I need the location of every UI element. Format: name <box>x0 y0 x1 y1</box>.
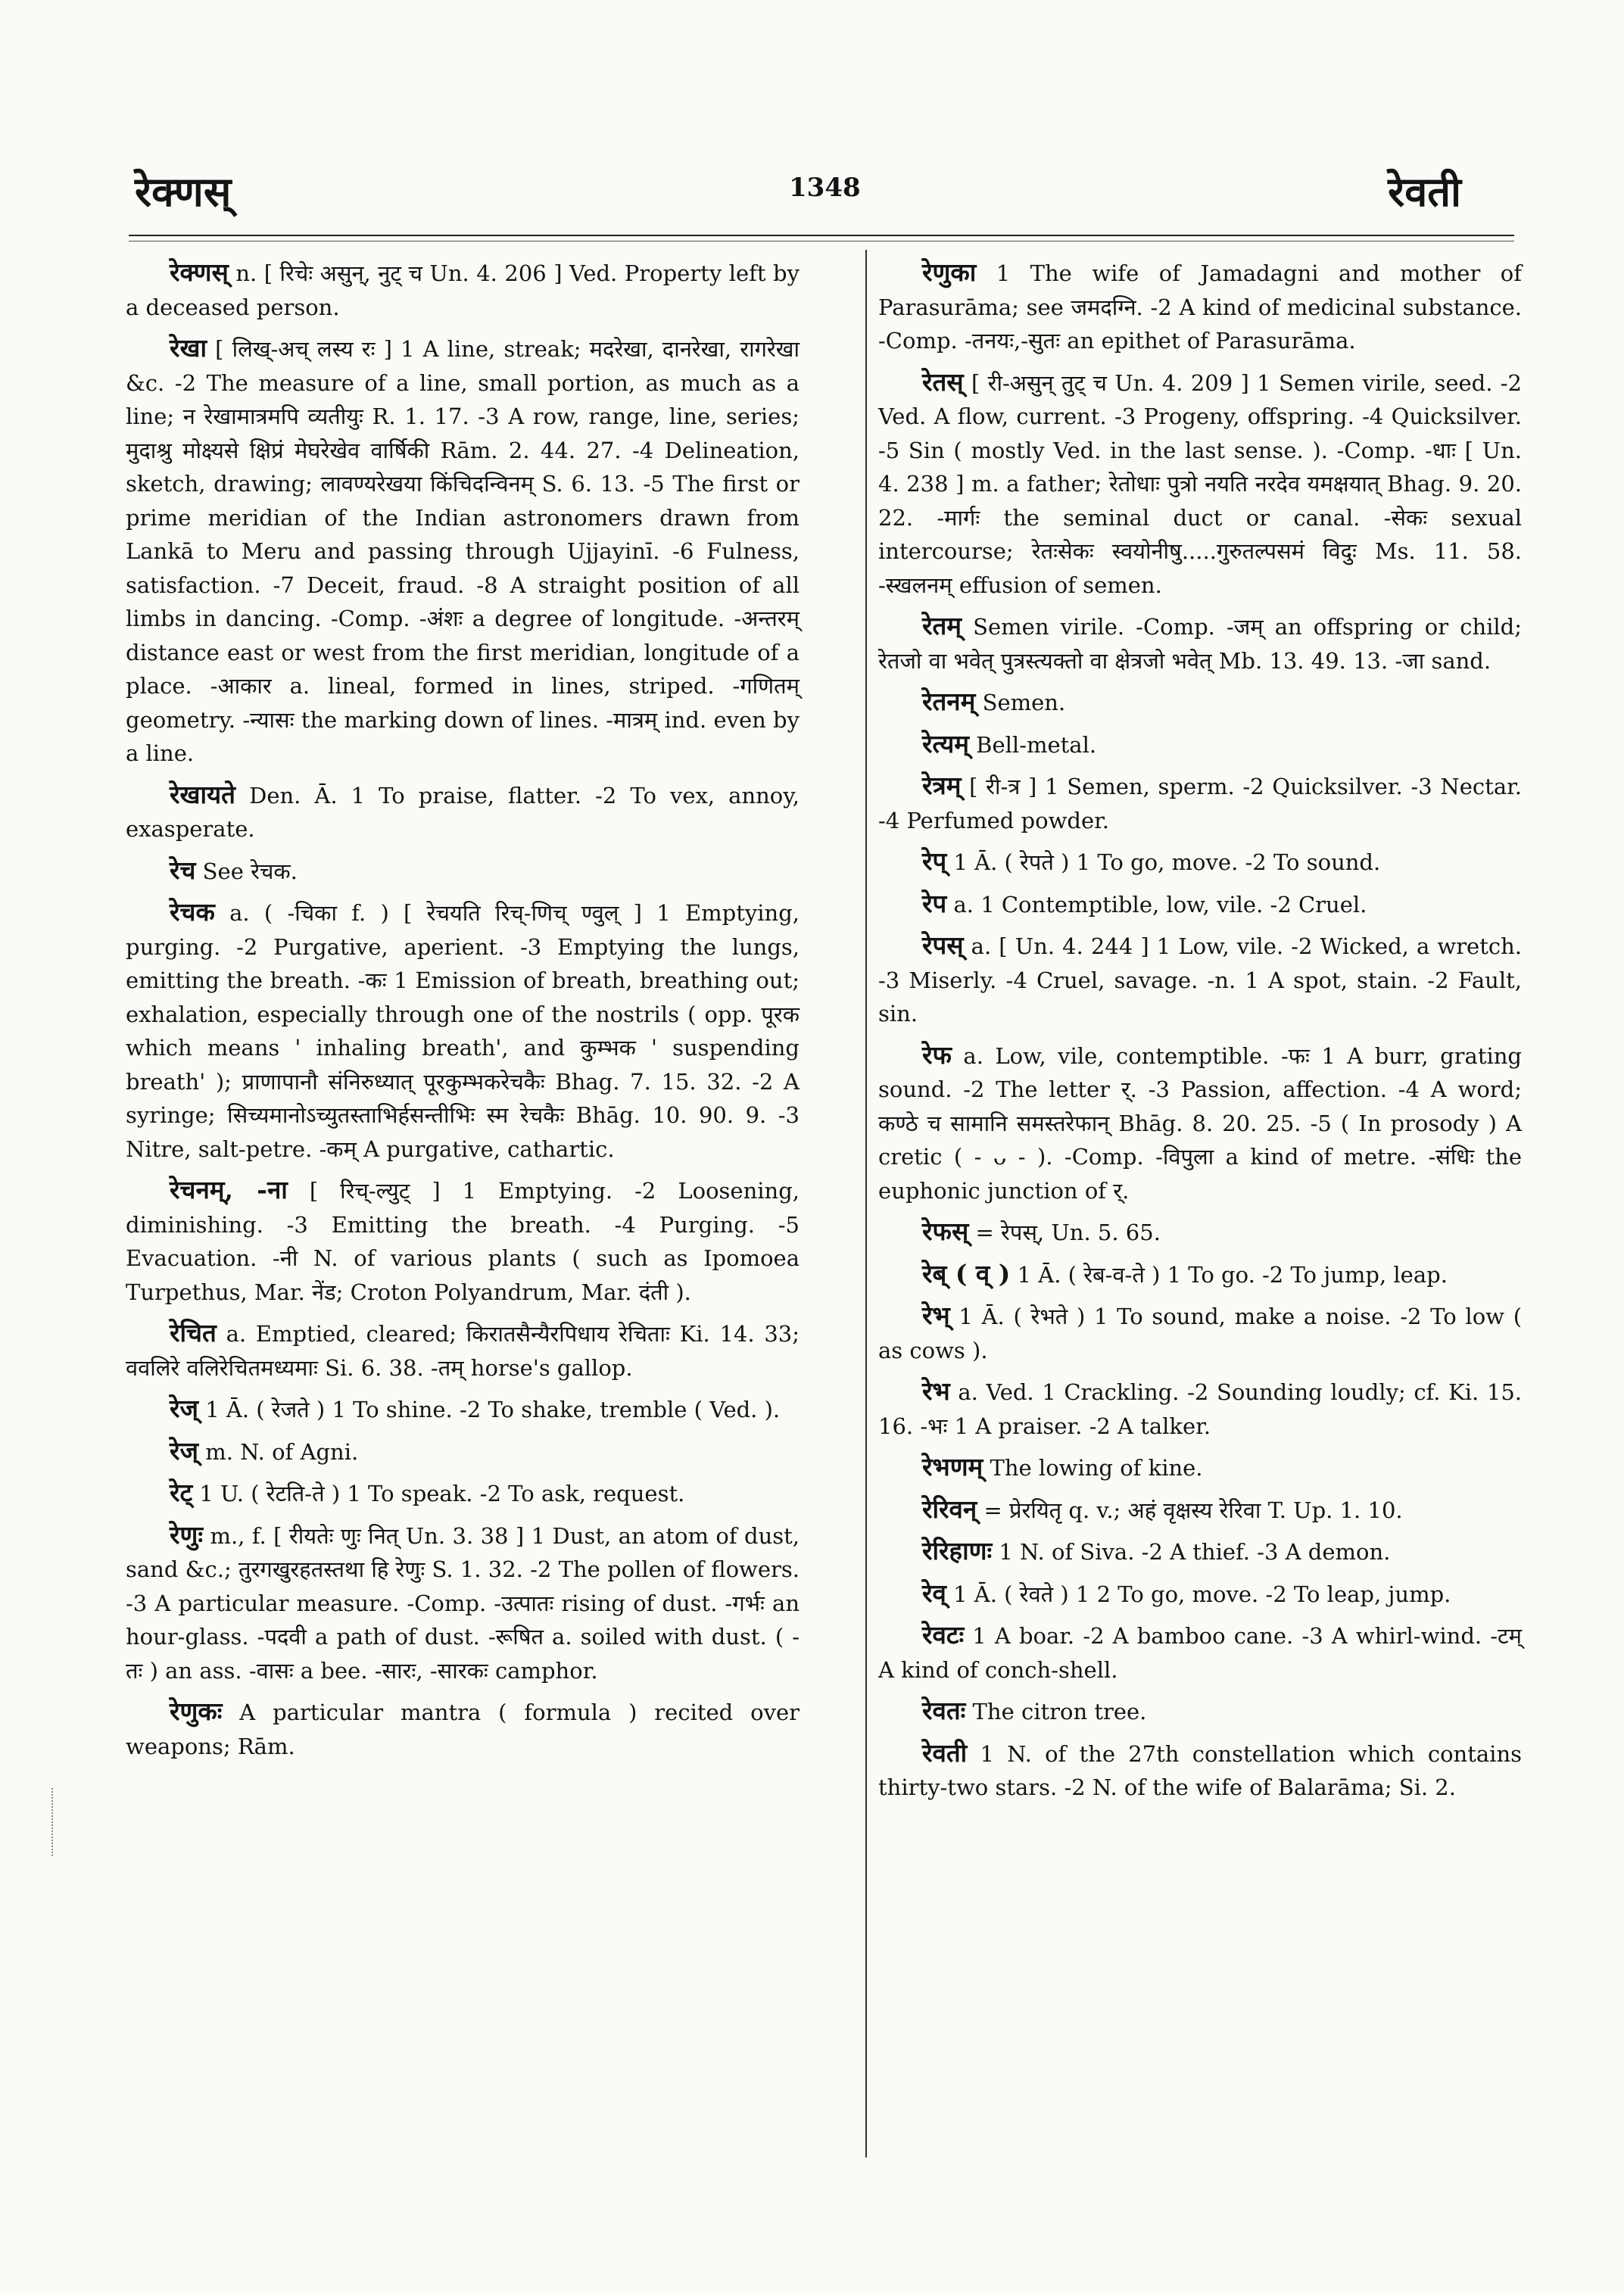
column-divider <box>865 250 867 2157</box>
entry-headword: रेज् <box>170 1435 198 1466</box>
dictionary-entry <box>878 1618 1522 1687</box>
dictionary-entry <box>878 1534 1522 1569</box>
dictionary-entry <box>126 1519 800 1688</box>
entry-headword: रेक्णस् <box>170 257 229 287</box>
entry-headword: रेत्रम् <box>922 771 962 800</box>
entry-definition: 1 A boar. -2 A bamboo cane. -3 A whirl-wind. -टम् A kind of conch-shell. <box>878 1623 1523 1683</box>
dictionary-entry <box>878 769 1522 837</box>
entry-definition: n. [ रिचेः असुन्, नुट् च Un. 4. 206 ] Ved. Property left by a deceased person. <box>126 260 800 320</box>
dictionary-entry <box>126 896 800 1166</box>
dictionary-entry <box>878 1694 1522 1729</box>
entry-definition: 1 U. ( रेटति-ते ) 1 To speak. -2 To ask, request. <box>199 1481 685 1506</box>
entry-headword: रेवती <box>922 1737 968 1768</box>
dictionary-entry <box>126 1476 800 1511</box>
entry-definition: [ रिच्-ल्युट् ] 1 Emptying. -2 Loosening, diminishing. -3 Emitting the breath. -4 Purging. -5 Evacuation. -नी N. of various plants ( such as Ipomoea Turpethus, Mar. नेंड; Croton Polyandrum, Mar. दंती ). <box>126 1178 800 1305</box>
dictionary-entry <box>878 845 1522 880</box>
left-column <box>126 256 800 1771</box>
entry-definition: See रेचक. <box>202 858 298 884</box>
dictionary-entry <box>126 1392 800 1427</box>
header-left-guideword: रेक्णस् <box>135 167 232 216</box>
entry-definition: a. Emptied, cleared; किरातसैन्यैरपिधाय रेचिताः Ki. 14. 33; ववलिरे वलिरेचितमध्यमाः Si. 6. 38. -तम् horse's gallop. <box>126 1321 800 1381</box>
dictionary-entry <box>126 1173 800 1309</box>
entry-definition: a. 1 Contemptible, low, vile. -2 Cruel. <box>953 891 1367 918</box>
entry-definition: Bell-metal. <box>976 731 1097 758</box>
entry-definition: a. [ Un. 4. 244 ] 1 Low, vile. -2 Wicked, a wretch. -3 Miserly. -4 Cruel, savage. -n. 1 A spot, stain. -2 Fault, sin. <box>878 933 1523 1027</box>
dictionary-entry <box>878 727 1522 762</box>
entry-definition: A particular mantra ( formula ) recited over weapons; Rām. <box>126 1699 800 1759</box>
entry-definition: 1 Ā. ( रेब-व-ते ) 1 To go. -2 To jump, leap. <box>1017 1261 1448 1288</box>
dictionary-entry <box>126 256 800 324</box>
entry-headword: रेट् <box>170 1478 193 1507</box>
entry-definition: [ लिख्-अच् लस्य रः ] 1 A line, streak; मदरेखा, दानरेखा, रागरेखा &c. -2 The measure of a line, small portion, as much as a line; न रेखामात्रमपि व्यतीयुः R. 1. 17. -3 A row, range, line, series; मुदाश्रु मोक्ष्यसे क्षिप्रं मेघरेखेव वार्षिकी Rām. 2. 44. 27. -4 Delineation, sketch, drawing; लावण्यरेखया किंचिदन्विनम् S. 6. 13. -5 The first or prime meridian of the Indian astronomers drawn from Lankā to Meru and passing through Ujjayinī. -6 Fulness, satisfaction. -7 Deceit, fraud. -8 A straight position of all limbs in dancing. -Comp. -अंशः a degree of longitude. -अन्तरम् distance east or west from the first meridian, longitude of a place. -आकार a. lineal, formed in lines, striped. -गणितम् geometry. -न्यासः the marking down of lines. -मात्रम् ind. even by a line. <box>126 336 800 766</box>
header-right-guideword: रेवती <box>1388 167 1461 216</box>
entry-headword: रेरिहाणः <box>922 1536 993 1566</box>
entry-headword: रेज् <box>170 1394 198 1423</box>
dictionary-entry <box>878 1039 1522 1208</box>
entry-headword: रेत्यम् <box>922 728 969 759</box>
entry-definition: 1 Ā. ( रेभते ) 1 To sound, make a noise. -2 To low ( as cows ). <box>878 1304 1523 1363</box>
dictionary-entry <box>126 1695 800 1763</box>
dictionary-entry <box>878 1299 1522 1367</box>
entry-definition: a. ( -चिका f. ) [ रेचयति रिच्-णिच् ण्वुल् ] 1 Emptying, purging. -2 Purgative, aperient. -3 Emptying the lungs, emitting the breath. -कः 1 Emission of breath, breathing out; exhalation, especially through one of the nostrils ( opp. पूरक which means ' inhaling breath', and कुम्भक ' suspending breath' ); प्राणापानौ संनिरुध्यात् पूरकुम्भकरेचकैः Bhag. 7. 15. 32. -2 A syringe; सिच्यमानोऽच्युतस्ताभिर्हसन्तीभिः स्म रेचकैः Bhāg. 10. 90. 9. -3 Nitre, salt-petre. -कम् A purgative, cathartic. <box>126 900 800 1162</box>
entry-definition: 1 Ā. ( रेवते ) 1 2 To go, move. -2 To leap, jump. <box>953 1581 1451 1607</box>
entry-headword: रेभ <box>922 1376 950 1406</box>
dictionary-entry <box>878 1493 1522 1528</box>
dictionary-entry <box>126 778 800 846</box>
dictionary-entry <box>878 366 1522 603</box>
entry-headword: रेवतः <box>922 1696 966 1725</box>
entry-definition: a. Low, vile, contemptible. -फः 1 A burr, grating sound. -2 The letter र्. -3 Passion, affection. -4 A word; कण्ठे च सामानि समस्तरेफान् Bhāg. 8. 20. 25. -5 ( In prosody ) A cretic ( - ᴗ - ). -Comp. -विपुला a kind of metre. -संधिः the euphonic junction of र्. <box>878 1042 1522 1204</box>
entry-definition: = रेपस्, Un. 5. 65. <box>975 1220 1161 1245</box>
margin-dots <box>51 1788 55 1856</box>
entry-headword: रेतनम् <box>922 687 976 716</box>
entry-headword: रेचक <box>170 897 215 927</box>
dictionary-entry <box>126 854 800 889</box>
entry-headword: रेच <box>170 855 196 885</box>
entry-definition: [ री-असुन् तुट् च Un. 4. 209 ] 1 Semen virile, seed. -2 Ved. A flow, current. -3 Progeny, offspring. -4 Quicksilver. -5 Sin ( mostly Ved. in the last sense. ). -Comp. -धाः [ Un. 4. 238 ] m. a father; रेतोधाः पुत्रो नयति नरदेव यमक्षयात् Bhag. 9. 20. 22. -मार्गः the seminal duct or canal. -सेकः sexual intercourse; रेतःसेकः स्वयोनीषु.....गुरुतल्पसमं विदुः Ms. 11. 58. -स्खलनम् effusion of semen. <box>878 369 1523 598</box>
dictionary-entry <box>878 256 1522 358</box>
entry-definition: 1 Ā. ( रेजते ) 1 To shine. -2 To shake, tremble ( Ved. ). <box>205 1397 781 1422</box>
entry-headword: रेणुकः <box>170 1696 223 1726</box>
dictionary-entry <box>126 332 800 771</box>
entry-headword: रेफ <box>922 1039 952 1070</box>
entry-definition: [ री-त्र ] 1 Semen, sperm. -2 Quicksilver. -3 Nectar. -4 Perfumed powder. <box>878 774 1522 833</box>
entry-definition: The citron tree. <box>972 1699 1147 1724</box>
entry-definition: 1 N. of Siva. -2 A thief. -3 A demon. <box>999 1539 1391 1565</box>
dictionary-entry <box>878 685 1522 720</box>
entry-headword: रेवटः <box>922 1620 965 1650</box>
dictionary-entry <box>126 1316 800 1385</box>
entry-headword: रेचित <box>170 1318 217 1347</box>
entry-definition: Semen virile. -Comp. -जम् an offspring or child; रेतजो वा भवेत् पुत्रस्त्यक्तो वा क्षेत्रजो भवेत् Mb. 13. 49. 13. -जा sand. <box>878 614 1523 674</box>
entry-headword: रेरिवन् <box>922 1494 977 1524</box>
entry-headword: रेखायते <box>170 779 235 809</box>
entry-headword: रेफस् <box>922 1217 969 1246</box>
entry-definition: m. N. of Agni. <box>205 1438 359 1465</box>
entry-definition: a. Ved. 1 Crackling. -2 Sounding loudly; cf. Ki. 15. 16. -भः 1 A praiser. -2 A talker. <box>878 1379 1522 1439</box>
entry-headword: रेभ् <box>922 1301 950 1330</box>
dictionary-entry <box>878 1257 1522 1292</box>
dictionary-entry <box>878 1450 1522 1485</box>
dictionary-entry <box>878 609 1522 678</box>
page-number: 1348 <box>789 173 861 203</box>
entry-definition: Semen. <box>982 690 1066 715</box>
entry-definition: = प्रेरयितृ q. v.; अहं वृक्षस्य रेरिवा T. Up. 1. 10. <box>983 1497 1403 1523</box>
entry-headword: रेणुः <box>170 1519 204 1550</box>
entry-headword: रेचनम्, -ना <box>170 1175 288 1204</box>
entry-headword: रेखा <box>170 333 207 363</box>
dictionary-entry <box>878 887 1522 922</box>
dictionary-entry <box>878 929 1522 1031</box>
entry-headword: रेणुका <box>922 257 977 287</box>
entry-headword: रेतम् <box>922 611 962 640</box>
dictionary-entry <box>878 1375 1522 1443</box>
header-rule <box>129 235 1514 236</box>
entry-headword: रेव् <box>922 1578 946 1608</box>
entry-definition: Den. Ā. 1 To praise, flatter. -2 To vex, annoy, exasperate. <box>126 782 800 842</box>
entry-definition: 1 The wife of Jamadagni and mother of Parasurāma; see जमदग्नि. -2 A kind of medicinal substance. -Comp. -तनयः,-सुतः an epithet of Parasurāma. <box>878 260 1522 354</box>
entry-definition: m., f. [ रीयतेः णुः नित् Un. 3. 38 ] 1 Dust, an atom of dust, sand &c.; तुरगखुरहतस्तथा हि रेणुः S. 1. 32. -2 The pollen of flowers. -3 A particular measure. -Comp. -उत्पातः rising of dust. -गर्भः an hour-glass. -पदवी a path of dust. -रूषित a. soiled with dust. ( -तः ) an ass. -वासः a bee. -सारः, -सारकः camphor. <box>126 1522 800 1684</box>
entry-headword: रेप <box>922 888 947 918</box>
entry-headword: रेप् <box>922 846 947 876</box>
dictionary-entry <box>878 1577 1522 1612</box>
dictionary-entry <box>878 1215 1522 1250</box>
dictionary-entry <box>878 1737 1522 1805</box>
entry-headword: रेतस् <box>922 366 964 397</box>
right-column <box>878 256 1522 1812</box>
entry-headword: रेब् ( व् ) <box>922 1258 1011 1288</box>
dictionary-entry <box>126 1435 800 1469</box>
entry-headword: रेपस् <box>922 930 964 960</box>
entry-definition: 1 Ā. ( रेपते ) 1 To go, move. -2 To sound. <box>953 849 1381 875</box>
entry-definition: The lowing of kine. <box>990 1455 1203 1481</box>
entry-headword: रेभणम् <box>922 1452 983 1481</box>
entry-definition: 1 N. of the 27th constellation which contains thirty-two stars. -2 N. of the wife of Balarāma; Si. 2. <box>878 1740 1522 1800</box>
